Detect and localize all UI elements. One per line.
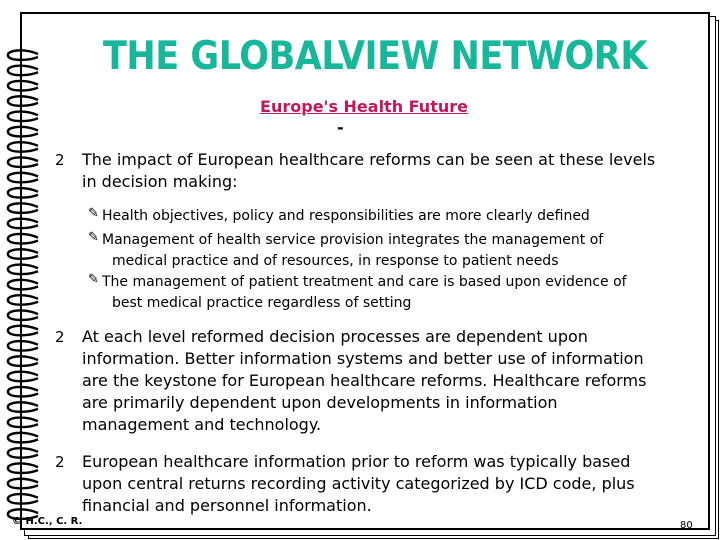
bullet-line: At each level reformed decision processes are dependent upon: [82, 327, 588, 346]
page-number: 80: [680, 520, 693, 531]
divider-dash: -: [337, 118, 344, 137]
binding-ring: [8, 157, 38, 167]
sub-bullet-line: The management of patient treatment and care is based upon evidence of: [102, 274, 627, 290]
bullet-line: financial and personnel information.: [82, 496, 372, 515]
binding-ring: [8, 249, 38, 259]
bullet-line: management and technology.: [82, 415, 322, 434]
bullet-line: are the keystone for European healthcare reforms. Healthcare reforms: [82, 371, 647, 390]
sub-bullet-2: [102, 230, 603, 272]
bullet-icon: 2: [55, 151, 65, 169]
binding-ring: [8, 418, 38, 428]
binding-ring: [8, 494, 38, 504]
bullet-line: European healthcare information prior to reform was typically based: [82, 452, 631, 471]
binding-ring: [8, 96, 38, 106]
bullet-line: information. Better information systems and better use of information: [82, 349, 644, 368]
binding-ring: [8, 173, 38, 183]
bullet-line: in decision making:: [82, 172, 238, 191]
bullet-icon: 2: [55, 328, 65, 346]
binding-ring: [8, 295, 38, 305]
sub-bullet-icon: ✎: [88, 230, 99, 245]
sub-bullet-line: medical practice and of resources, in response to patient needs: [112, 253, 559, 269]
binding-ring: [8, 127, 38, 137]
binding-ring: [8, 433, 38, 443]
bullet-paragraph-3: [82, 451, 635, 517]
sub-bullet-line: Health objectives, policy and responsibilities are more clearly defined: [102, 208, 590, 224]
binding-ring: [8, 81, 38, 91]
binding-ring: [8, 188, 38, 198]
binding-ring: [8, 341, 38, 351]
binding-ring: [8, 372, 38, 382]
binding-ring: [8, 234, 38, 244]
bullet-paragraph-2: [82, 326, 646, 436]
spiral-binding-icon: [2, 40, 44, 520]
bullet-paragraph-1: [82, 149, 655, 193]
binding-ring: [8, 463, 38, 473]
page-subtitle: Europe's Health Future: [260, 97, 468, 116]
binding-ring: [8, 326, 38, 336]
binding-ring: [8, 479, 38, 489]
sub-bullet-3: [102, 272, 627, 314]
bullet-line: are primarily dependent upon developments in information: [82, 393, 558, 412]
sub-bullet-icon: ✎: [88, 206, 99, 221]
binding-ring: [8, 265, 38, 275]
binding-ring: [8, 387, 38, 397]
bullet-line: The impact of European healthcare reforms can be seen at these levels: [82, 150, 656, 169]
binding-ring: [8, 112, 38, 122]
binding-ring: [8, 310, 38, 320]
copyright-text: © H.C., C. R.: [12, 516, 83, 527]
binding-ring: [8, 203, 38, 213]
sub-bullet-line: best medical practice regardless of setting: [112, 295, 412, 311]
binding-ring: [8, 402, 38, 412]
page-title: THE GLOBALVIEW NETWORK: [102, 34, 648, 79]
binding-ring: [8, 142, 38, 152]
sub-bullet-icon: ✎: [88, 272, 99, 287]
bullet-line: upon central returns recording activity categorized by ICD code, plus: [82, 474, 635, 493]
binding-ring: [8, 219, 38, 229]
bullet-icon: 2: [55, 453, 65, 471]
binding-ring: [8, 448, 38, 458]
binding-ring: [8, 356, 38, 366]
sub-bullet-line: Management of health service provision integrates the management of: [102, 232, 604, 248]
sub-bullet-1: [102, 206, 590, 227]
binding-ring: [8, 280, 38, 290]
